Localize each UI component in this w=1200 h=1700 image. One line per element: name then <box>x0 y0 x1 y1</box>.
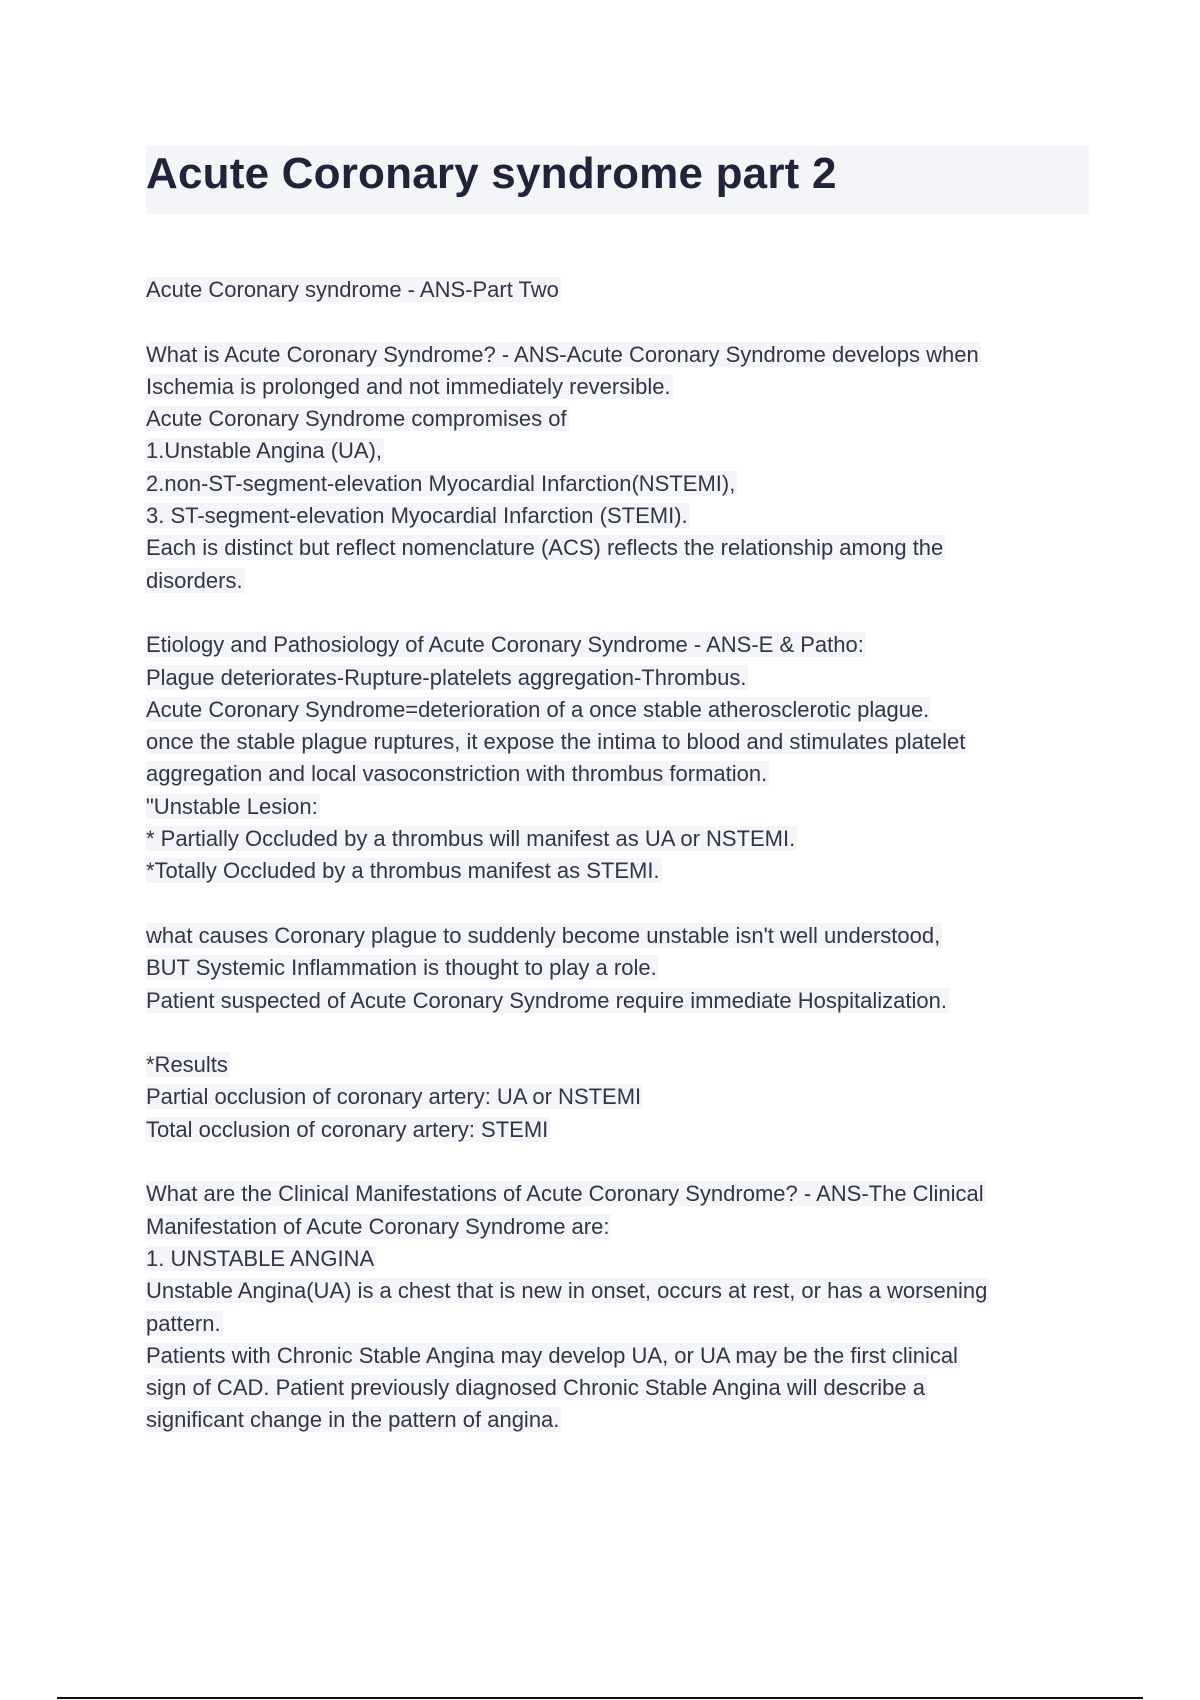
paragraph-gap <box>146 888 1106 920</box>
text-line-content: once the stable plague ruptures, it expose the intima to blood and stimulates platelet <box>146 729 966 755</box>
paragraph-gap <box>146 306 1106 338</box>
text-line <box>146 1081 1106 1113</box>
text-line-content: Each is distinct but reflect nomenclature (ACS) reflects the relationship among the <box>146 535 944 561</box>
text-line <box>146 532 1106 564</box>
page-bottom-rule <box>57 1697 1143 1699</box>
paragraph-gap <box>146 597 1106 629</box>
text-line-content: 1.Unstable Angina (UA), <box>146 438 383 464</box>
text-line <box>146 1114 1106 1146</box>
text-line-content: 1. UNSTABLE ANGINA <box>146 1245 375 1271</box>
text-line-content: 2.non-ST-segment-elevation Myocardial Infarction(NSTEMI), <box>146 470 736 496</box>
document-body <box>146 274 1106 1437</box>
text-line-content: pattern. <box>146 1310 221 1336</box>
text-line <box>146 500 1106 532</box>
text-line <box>146 1049 1106 1081</box>
paragraph-gap <box>146 1146 1106 1178</box>
text-line <box>146 791 1106 823</box>
text-line <box>146 403 1106 435</box>
text-line <box>146 371 1106 403</box>
paragraph-gap <box>146 1017 1106 1049</box>
text-line <box>146 985 1106 1017</box>
text-line-content: Partial occlusion of coronary artery: UA or NSTEMI <box>146 1084 642 1110</box>
text-line <box>146 435 1106 467</box>
text-line-content: *Totally Occluded by a thrombus manifest as STEMI. <box>146 858 660 884</box>
text-line-content: *Results <box>146 1052 228 1078</box>
text-line <box>146 855 1106 887</box>
text-line-content: "Unstable Lesion: <box>146 793 318 819</box>
text-line-content: Unstable Angina(UA) is a chest that is new in onset, occurs at rest, or has a worsening <box>146 1278 988 1304</box>
text-line <box>146 629 1106 661</box>
text-line-content: * Partially Occluded by a thrombus will manifest as UA or NSTEMI. <box>146 826 796 852</box>
text-line-content: Manifestation of Acute Coronary Syndrome are: <box>146 1213 610 1239</box>
text-line-content: Acute Coronary syndrome - ANS-Part Two <box>146 277 559 302</box>
page-title: Acute Coronary syndrome part 2 <box>146 149 837 198</box>
text-line <box>146 758 1106 790</box>
text-line <box>146 920 1106 952</box>
text-line <box>146 726 1106 758</box>
text-line-content: Total occlusion of coronary artery: STEMI <box>146 1116 549 1142</box>
text-line <box>146 1404 1106 1436</box>
text-line-content: Etiology and Pathosiology of Acute Coronary Syndrome - ANS-E & Patho: <box>146 632 864 658</box>
text-line <box>146 694 1106 726</box>
text-line <box>146 1178 1106 1210</box>
text-line-content: Ischemia is prolonged and not immediately reversible. <box>146 373 671 399</box>
text-line <box>146 823 1106 855</box>
text-line <box>146 339 1106 371</box>
text-line-content: Patient suspected of Acute Coronary Syndrome require immediate Hospitalization. <box>146 987 947 1013</box>
text-line <box>146 1211 1106 1243</box>
text-line-content: What is Acute Coronary Syndrome? - ANS-Acute Coronary Syndrome develops when <box>146 341 979 367</box>
text-line <box>146 1340 1106 1372</box>
text-line <box>146 952 1106 984</box>
text-line <box>146 274 1106 306</box>
text-line <box>146 662 1106 694</box>
text-line-content: aggregation and local vasoconstriction with thrombus formation. <box>146 761 768 787</box>
text-line-content: what causes Coronary plague to suddenly become unstable isn't well understood, <box>146 922 941 948</box>
text-line-content: 3. ST-segment-elevation Myocardial Infarction (STEMI). <box>146 503 688 529</box>
text-line <box>146 1372 1106 1404</box>
text-line-content: significant change in the pattern of angina. <box>146 1407 560 1433</box>
text-line-content: BUT Systemic Inflammation is thought to play a role. <box>146 955 657 981</box>
text-line <box>146 1308 1106 1340</box>
text-line-content: Plague deteriorates-Rupture-platelets aggregation-Thrombus. <box>146 664 747 690</box>
text-line-content: Acute Coronary Syndrome compromises of <box>146 406 567 432</box>
text-line <box>146 1243 1106 1275</box>
text-line-content: disorders. <box>146 567 243 593</box>
text-line-content: What are the Clinical Manifestations of Acute Coronary Syndrome? - ANS-The Clinical <box>146 1181 984 1207</box>
text-line-content: Acute Coronary Syndrome=deterioration of a once stable atherosclerotic plague. <box>146 696 930 722</box>
text-line-content: Patients with Chronic Stable Angina may develop UA, or UA may be the first clinical <box>146 1342 958 1368</box>
text-line <box>146 468 1106 500</box>
text-line-content: sign of CAD. Patient previously diagnosed Chronic Stable Angina will describe a <box>146 1375 925 1401</box>
text-line <box>146 565 1106 597</box>
text-line <box>146 1275 1106 1307</box>
